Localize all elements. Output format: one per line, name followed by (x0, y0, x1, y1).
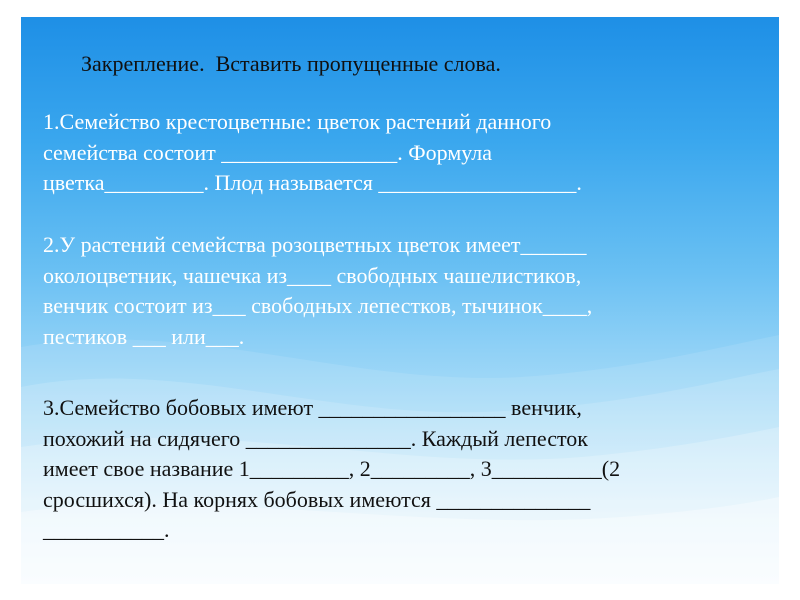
text-line: венчик состоит из___ свободных лепестков, тычинок____, (43, 293, 593, 318)
text-line: ___________. (43, 517, 170, 542)
slide (21, 17, 779, 584)
exercise-paragraph-1 (43, 107, 582, 199)
slide-heading: Закрепление. Вставить пропущенные слова. (81, 51, 501, 76)
text-line: 3.Семейство бобовых имеют _________________ венчик, (43, 395, 582, 420)
text-line: 2.У растений семейства розоцветных цветок имеет______ (43, 232, 587, 257)
exercise-paragraph-2 (43, 230, 592, 352)
text-line: похожий на сидячего _______________. Каждый лепесток (43, 425, 588, 451)
text-line: цветка_________. Плод называется __________________. (43, 170, 582, 195)
text-line: имеет свое название 1_________, 2_________, 3__________(2 (43, 456, 621, 481)
exercise-paragraph-3 (43, 393, 620, 546)
text-line: сросшихся). На корнях бобовых имеются ______________ (43, 486, 591, 512)
text-line: пестиков ___ или___. (43, 323, 245, 349)
text-line: семейства состоит ________________. Формула (43, 139, 493, 165)
text-line: околоцветник, чашечка из____ свободных чашелистиков, (43, 262, 582, 288)
text-line: 1.Семейство крестоцветные: цветок растений данного (43, 109, 552, 134)
